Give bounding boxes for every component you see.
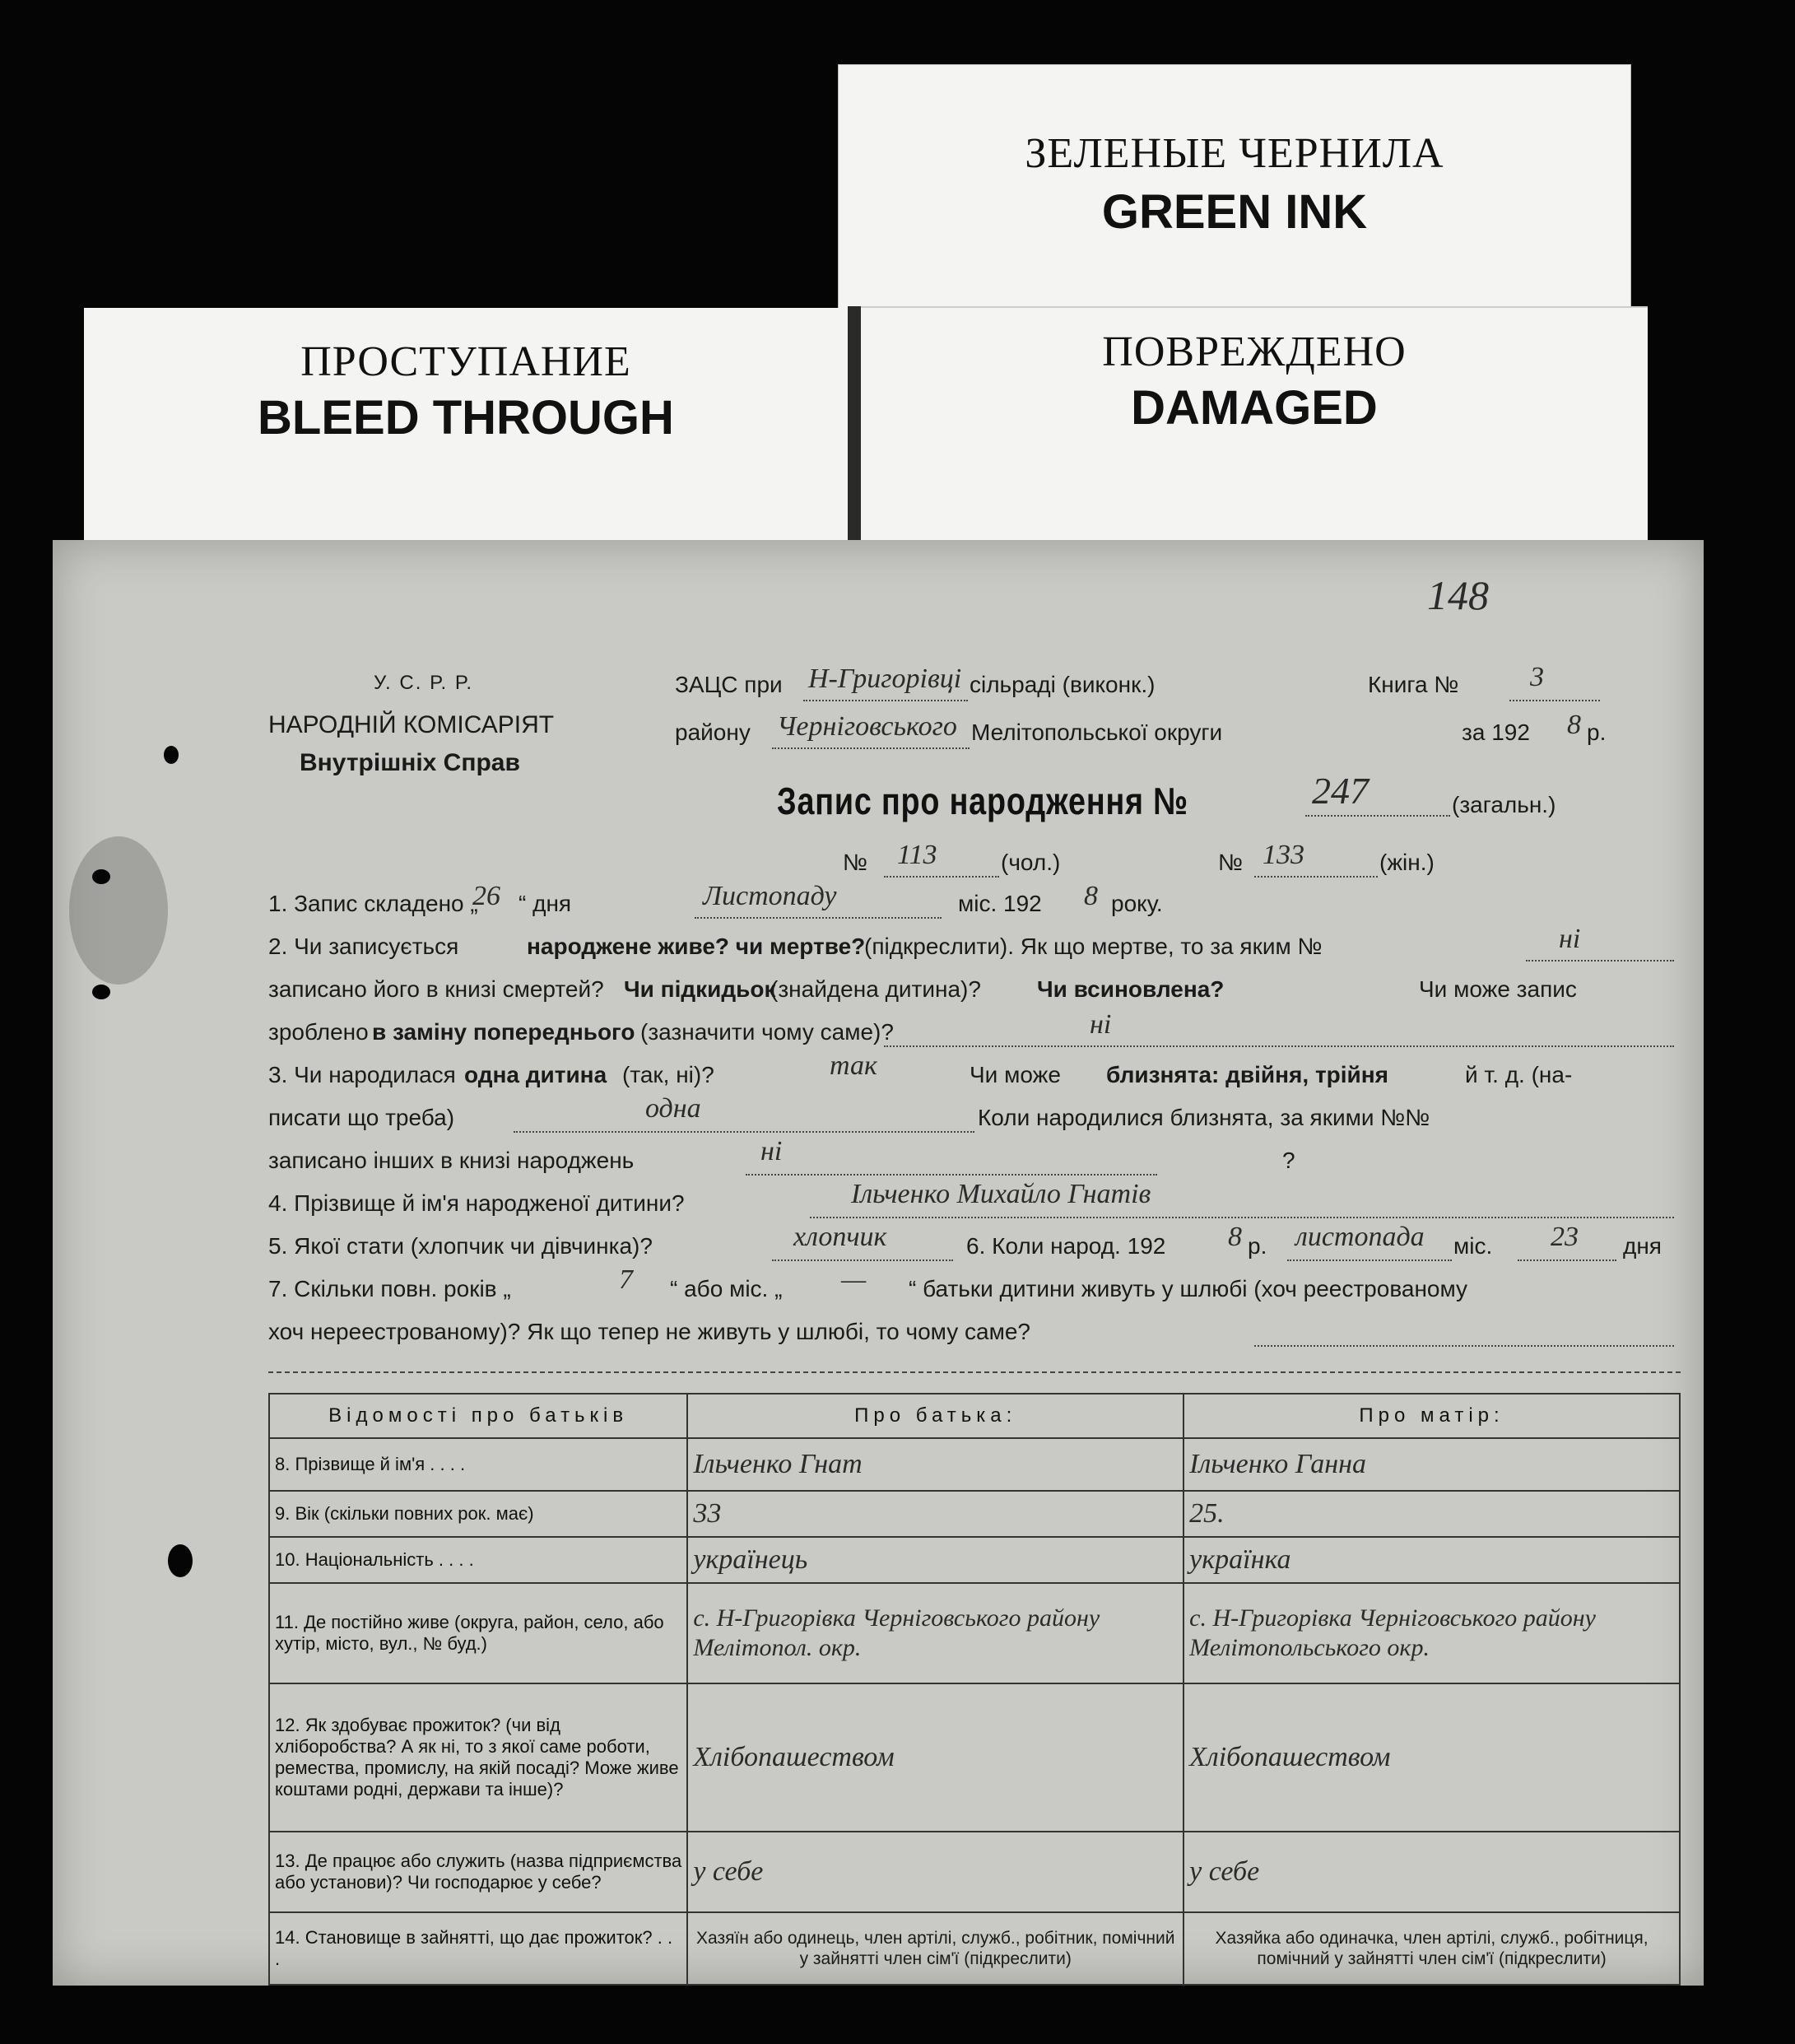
stain: [69, 836, 168, 985]
damaged-en: DAMAGED: [1131, 381, 1378, 435]
q2-l3-underline: [884, 1045, 1674, 1047]
q3-l1v: так: [830, 1050, 877, 1081]
header-ussr: У. С. Р. Р.: [374, 672, 474, 694]
book-label: Книга №: [1368, 672, 1459, 697]
q6-month-underline: [1287, 1259, 1452, 1261]
punch-hole: [92, 869, 110, 884]
male-num-underline: [884, 876, 999, 878]
q2-l1-underline: [1526, 960, 1674, 961]
record-number-suffix: (загальн.): [1452, 792, 1556, 817]
father-value: с. Н-Григорівка Черніговського району Мелітопол. окр.: [687, 1583, 1183, 1683]
q3-l2-underline: [514, 1131, 974, 1133]
table-row: [269, 1583, 1680, 1683]
father-value: Хлібопашеством: [687, 1683, 1183, 1832]
q3-l3v: ні: [760, 1136, 783, 1166]
mother-value: Ільченко Ганна: [1183, 1438, 1680, 1491]
row-label: 11. Де постійно живе (округа, район, село, або хутір, місто, вул., № буд.): [269, 1583, 687, 1683]
damaged-ru: ПОВРЕЖДЕНО: [1102, 328, 1407, 375]
mother-value: 25.: [1183, 1491, 1680, 1537]
q2-l3a: зроблено: [268, 1019, 369, 1045]
row-label: 9. Вік (скільки повних рок. має): [269, 1491, 687, 1537]
header-commissariat: НАРОДНІЙ КОМІСАРІЯТ: [268, 711, 555, 738]
row-label: 13. Де працює або служить (назва підприємства або установи)? Чи господарює у себе?: [269, 1832, 687, 1912]
district-suffix: Мелітопольської округи: [971, 719, 1223, 745]
q1-year: 8: [1084, 881, 1098, 911]
q7-b: “ або міс. „: [670, 1276, 783, 1301]
father-value: Ільченко Гнат: [687, 1438, 1183, 1491]
q3-l2a: писати що треба): [268, 1105, 455, 1130]
q7-c: “ батьки дитини живуть у шлюбі (хоч реестрованому: [909, 1276, 1468, 1301]
q7-years: 7: [619, 1264, 633, 1295]
card-separator: [848, 306, 861, 553]
q3-l1e: близнята: двійня, трійня: [1106, 1062, 1388, 1087]
q2-l1v: ні: [1559, 924, 1581, 954]
q7-l2-underline: [1254, 1345, 1674, 1347]
father-value: Хазяїн або одинець, член артілі, служб., робітник, помічний у зайнятті член сім'ї (підкреслити): [687, 1912, 1183, 1985]
q3-l1f: й т. д. (на-: [1465, 1062, 1573, 1087]
q7-months: —: [841, 1264, 867, 1295]
damaged-label-card: [861, 306, 1648, 555]
q6-c: міс.: [1453, 1233, 1493, 1259]
year-label: за 192: [1462, 719, 1530, 745]
district-underline: [772, 747, 970, 749]
mother-value: у себе: [1183, 1832, 1680, 1912]
q2-l2e: Чи може запис: [1419, 976, 1577, 1002]
year-suffix: р.: [1587, 719, 1607, 745]
table-row: [269, 1912, 1680, 1985]
birth-record-document: [53, 540, 1704, 1986]
q3-l3b: ?: [1282, 1148, 1295, 1173]
mother-value: с. Н-Григорівка Черніговського району Мелітопольського окр.: [1183, 1583, 1680, 1683]
q6-day: 23: [1551, 1222, 1579, 1252]
q4-underline: [810, 1217, 1674, 1218]
q1-month-underline: [695, 917, 942, 919]
header-info: Відомості про батьків: [269, 1394, 687, 1438]
header-father: Про батька:: [687, 1394, 1183, 1438]
district-value: Черніговського: [777, 711, 957, 742]
bleed-through-label-card: [84, 308, 848, 555]
header-internal-affairs: Внутрішніх Справ: [300, 749, 520, 776]
q1-c: міс. 192: [958, 891, 1042, 916]
zacs-underline: [803, 700, 968, 701]
q1-month: Листопаду: [703, 881, 837, 911]
zacs-suffix: сільраді (виконк.): [970, 672, 1156, 697]
q2-l3c: (зазначити чому саме)?: [640, 1019, 894, 1045]
mother-value: українка: [1183, 1537, 1680, 1583]
punch-hole: [164, 746, 179, 764]
mother-value: Хлібопашеством: [1183, 1683, 1680, 1832]
mother-value: Хазяйка або одиначка, член артілі, служб., робітниця, помічний у зайнятті член сім'ї (підкреслити): [1183, 1912, 1680, 1985]
male-num-value: 113: [897, 840, 937, 870]
q5-underline: [772, 1259, 953, 1261]
q3-l1b: одна дитина: [464, 1062, 607, 1087]
q2-l2d: Чи всиновлена?: [1037, 976, 1225, 1002]
q7-l2: хоч нереестрованому)? Як що тепер не живуть у шлюбі, то чому саме?: [268, 1319, 1030, 1344]
q2-l3v: ні: [1090, 1009, 1112, 1040]
q2-l1c: (підкреслити). Як що мертве, то за яким №: [864, 934, 1323, 959]
q2-l2b: Чи підкидьок: [624, 976, 776, 1002]
q1-day: 26: [472, 881, 500, 911]
green-ink-ru: ЗЕЛЕНЫЕ ЧЕРНИЛА: [1025, 130, 1444, 177]
female-num-value: 133: [1263, 840, 1304, 870]
father-value: у себе: [687, 1832, 1183, 1912]
father-value: українець: [687, 1537, 1183, 1583]
table-row: [269, 1491, 1680, 1537]
punch-hole: [92, 985, 110, 999]
father-value: 33: [687, 1491, 1183, 1537]
q6-b: р.: [1248, 1233, 1267, 1259]
row-label: 14. Становище в зайнятті, що дає прожиток? . . .: [269, 1912, 687, 1985]
zacs-label: ЗАЦС при: [675, 672, 783, 697]
district-label: району: [675, 719, 751, 745]
q1-a: 1. Запис складено „: [268, 891, 478, 916]
q4-label: 4. Прізвище й ім'я народженої дитини?: [268, 1190, 685, 1216]
zacs-value: Н-Григорівці: [808, 663, 962, 694]
q3-l1d: Чи може: [970, 1062, 1061, 1087]
female-num-suffix: (жін.): [1379, 850, 1435, 875]
page-number: 148: [1427, 572, 1489, 618]
record-number-underline: [1305, 815, 1450, 817]
male-num-suffix: (чол.): [1001, 850, 1061, 875]
q2-l1a: 2. Чи записується: [268, 934, 459, 959]
female-num-label: №: [1218, 850, 1244, 875]
q3-l1a: 3. Чи народилася: [268, 1062, 456, 1087]
female-num-underline: [1254, 876, 1378, 878]
q2-l2c: (знайдена дитина)?: [770, 976, 981, 1002]
section-divider: [268, 1371, 1681, 1373]
record-title: Запис про народження №: [777, 780, 1189, 822]
q5-value: хлопчик: [793, 1222, 887, 1252]
green-ink-label-card: [838, 64, 1631, 313]
q1-b: “ дня: [519, 891, 572, 916]
male-num-label: №: [843, 850, 868, 875]
q2-l2a: записано його в книзі смертей?: [268, 976, 604, 1002]
q2-l3b: в заміну попереднього: [372, 1019, 635, 1045]
q7-a: 7. Скільки повн. років „: [268, 1276, 511, 1301]
year-value: 8: [1567, 710, 1581, 740]
row-label: 12. Як здобуває прожиток? (чи від хліборобства? А як ні, то з якої саме роботи, ремества, промислу, на якій посаді? Може живе коштами родні, держави та інше)?: [269, 1683, 687, 1832]
row-label: 10. Національність . . . .: [269, 1537, 687, 1583]
bleed-through-ru: ПРОСТУПАНИЕ: [300, 338, 631, 385]
green-ink-en: GREEN INK: [1101, 185, 1368, 239]
q6-day-underline: [1518, 1259, 1616, 1261]
table-row: [269, 1438, 1680, 1491]
parents-table: [268, 1393, 1681, 1986]
table-row: [269, 1832, 1680, 1912]
q3-l2b: Коли народилися близнята, за якими №№: [978, 1105, 1430, 1130]
q6-month: листопада: [1295, 1222, 1425, 1252]
q1-d: року.: [1111, 891, 1163, 916]
q6-d: дня: [1623, 1233, 1662, 1259]
q6-year: 8: [1228, 1222, 1242, 1252]
bleed-through-en: BLEED THROUGH: [258, 391, 674, 445]
table-header-row: [269, 1394, 1680, 1438]
record-number: 247: [1312, 770, 1369, 812]
q3-l3a: записано інших в книзі народжень: [268, 1148, 635, 1173]
q4-value: Ільченко Михайло Гнатів: [851, 1179, 1151, 1209]
punch-hole: [168, 1544, 193, 1577]
q5-label: 5. Якої стати (хлопчик чи дівчинка)?: [268, 1233, 653, 1259]
table-row: [269, 1537, 1680, 1583]
q3-l3-underline: [746, 1174, 1157, 1176]
q3-l2v: одна: [645, 1093, 701, 1124]
book-value: 3: [1530, 662, 1544, 692]
q3-l1c: (так, ні)?: [622, 1062, 714, 1087]
q2-l1b: народжене живе? чи мертве?: [527, 934, 866, 959]
book-underline: [1509, 700, 1600, 701]
q6-a: 6. Коли народ. 192: [966, 1233, 1166, 1259]
header-mother: Про матір:: [1183, 1394, 1680, 1438]
table-row: [269, 1683, 1680, 1832]
row-label: 8. Прізвище й ім'я . . . .: [269, 1438, 687, 1491]
